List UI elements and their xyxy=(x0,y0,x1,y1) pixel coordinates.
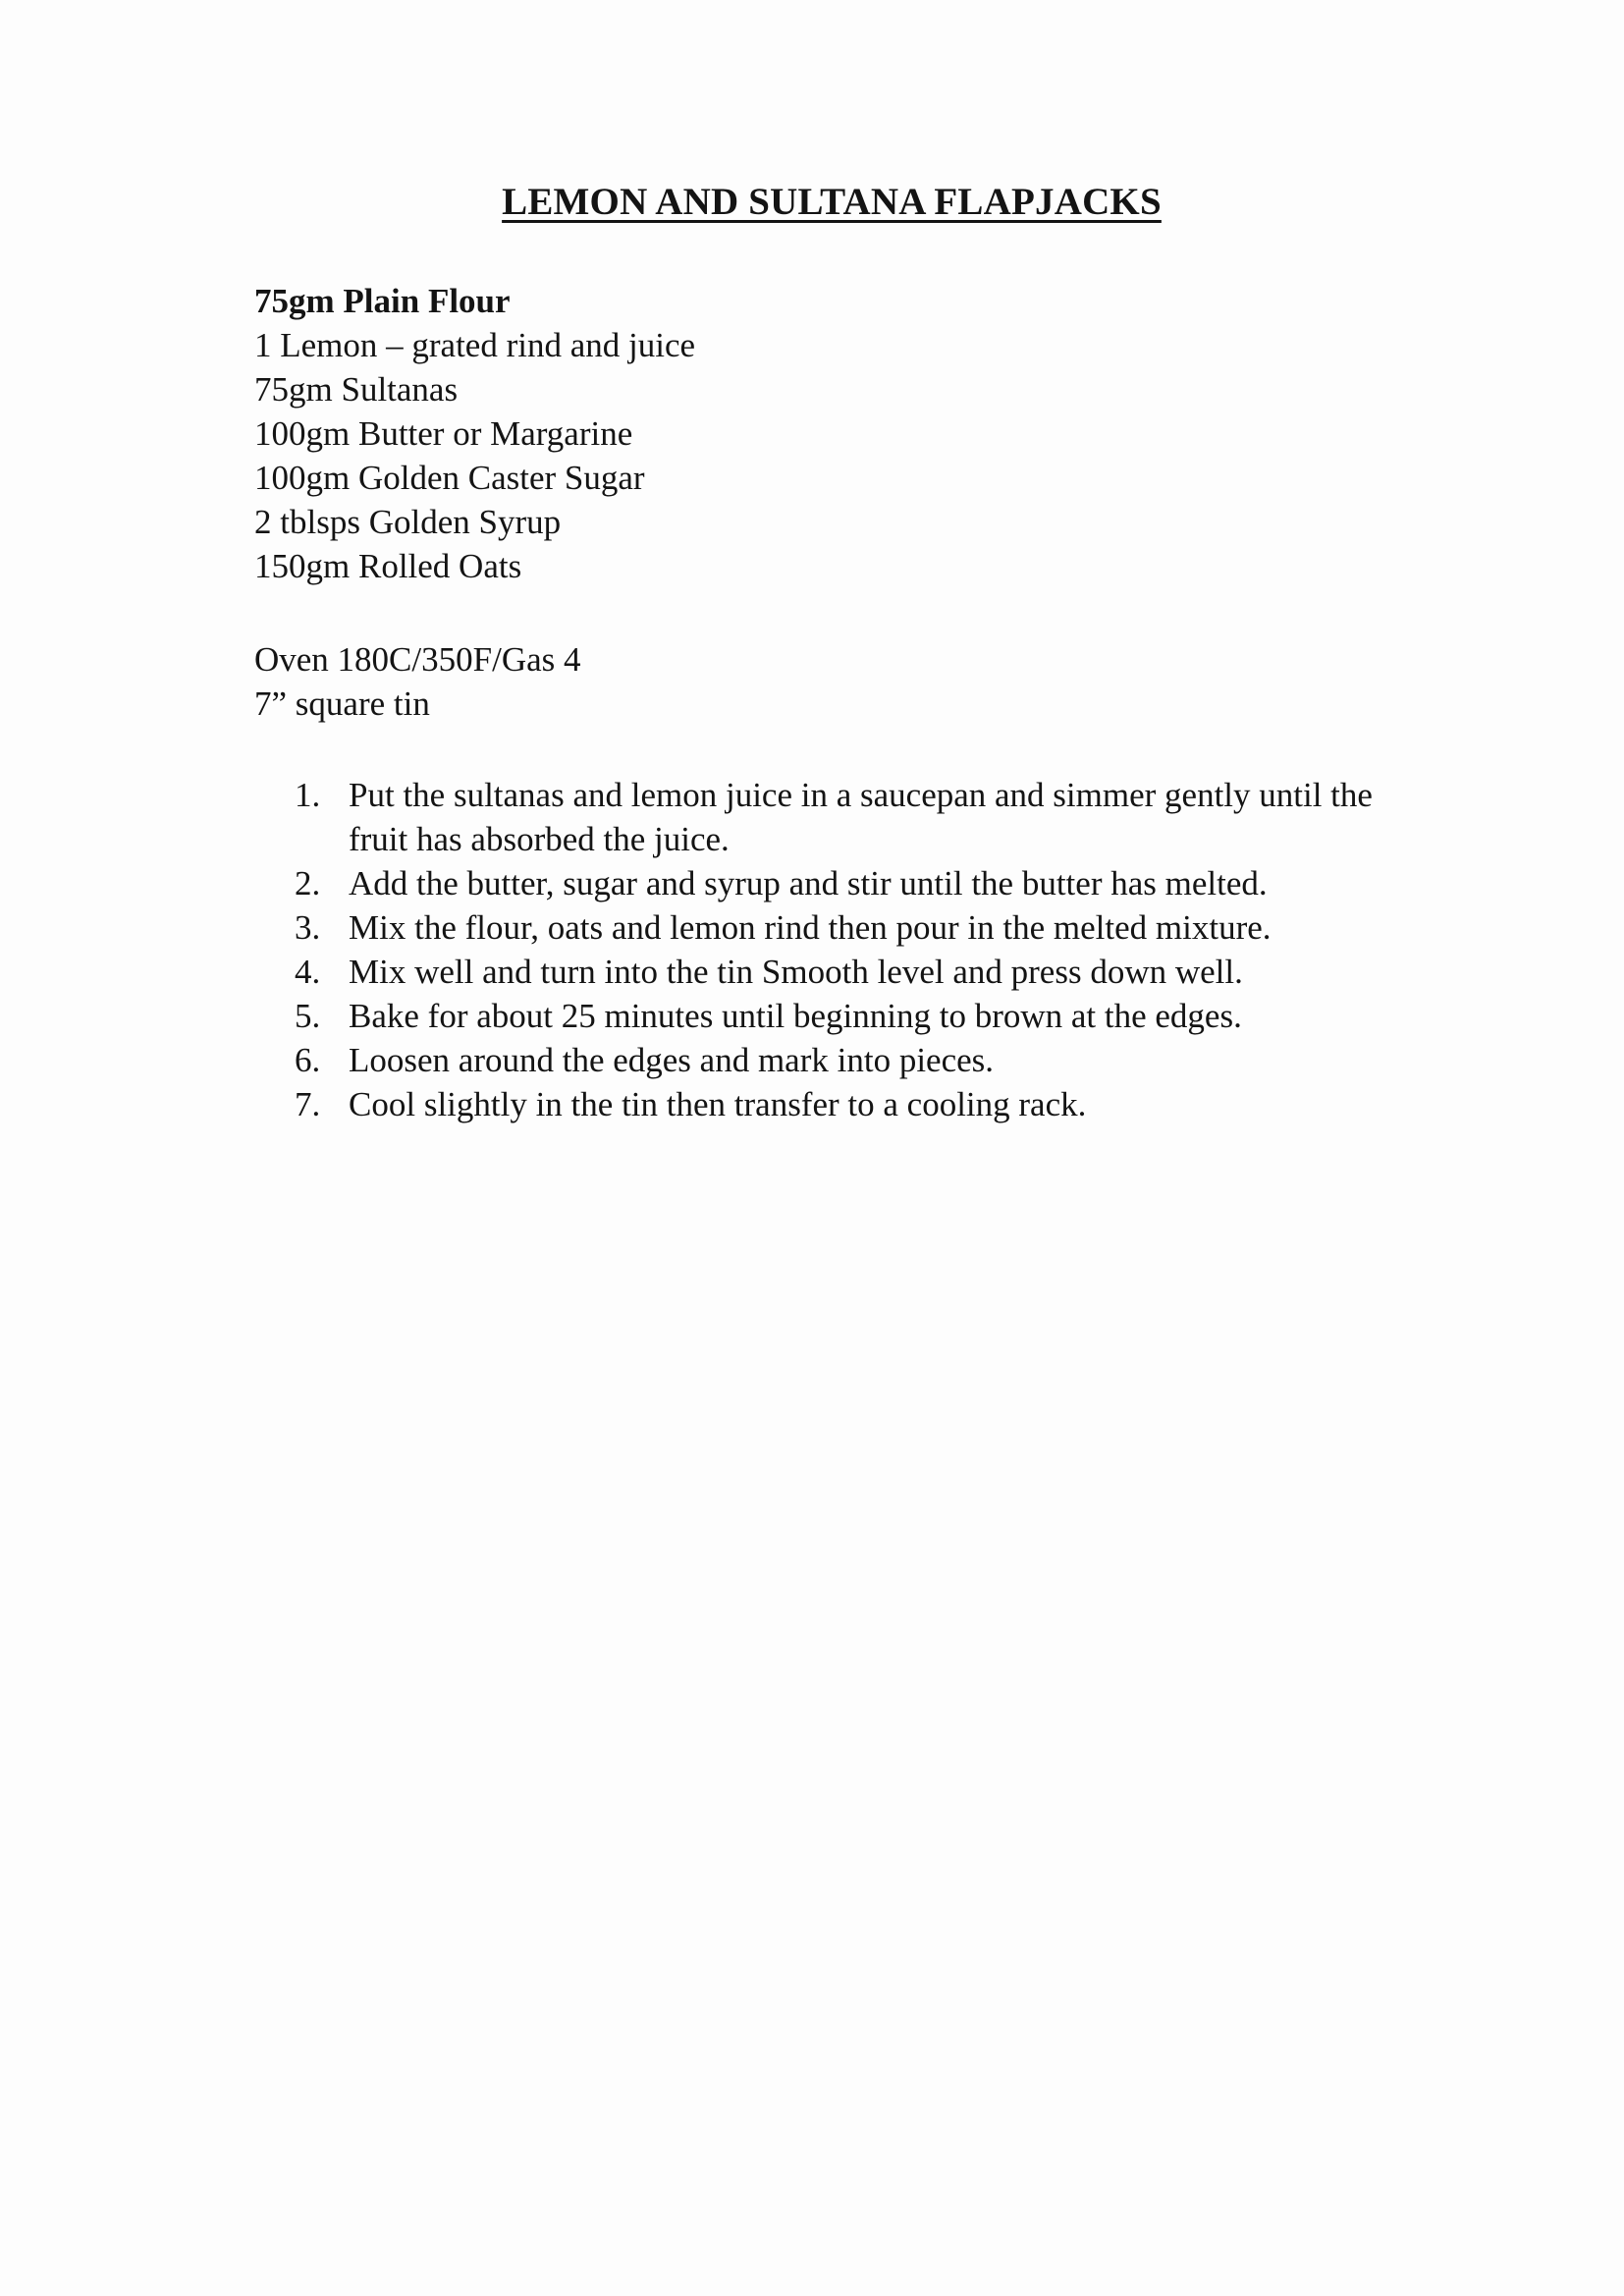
ingredient-item: 75gm Plain Flour xyxy=(254,282,511,320)
ingredient-item: 150gm Rolled Oats xyxy=(254,547,522,585)
step-number: 4. xyxy=(295,953,321,991)
ingredient-item: 1 Lemon – grated rind and juice xyxy=(254,326,696,364)
method-step xyxy=(295,1038,1424,1082)
step-number: 7. xyxy=(295,1085,321,1123)
oven-temperature: Oven 180C/350F/Gas 4 xyxy=(254,640,581,679)
ingredient-item: 75gm Sultanas xyxy=(254,370,459,409)
ingredient-item: 100gm Golden Caster Sugar xyxy=(254,459,645,497)
step-number: 3. xyxy=(295,908,321,947)
method-list xyxy=(295,773,1424,1126)
step-text: Bake for about 25 minutes until beginning to brown at the edges. xyxy=(349,997,1242,1035)
step-number: 2. xyxy=(295,864,321,902)
recipe-title: LEMON AND SULTANA FLAPJACKS xyxy=(502,181,1162,223)
method-step xyxy=(295,905,1424,950)
method-step xyxy=(295,1082,1424,1126)
step-text: Put the sultanas and lemon juice in a saucepan and simmer gently until the fruit has absorbed the juice. xyxy=(349,776,1373,858)
method-step xyxy=(295,994,1424,1038)
step-text: Mix well and turn into the tin Smooth level and press down well. xyxy=(349,953,1243,991)
method-step xyxy=(295,861,1424,905)
step-number: 1. xyxy=(295,776,321,814)
tin-size: 7” square tin xyxy=(254,684,430,723)
method-step xyxy=(295,773,1424,861)
step-number: 6. xyxy=(295,1041,321,1079)
step-text: Mix the flour, oats and lemon rind then pour in the melted mixture. xyxy=(349,908,1272,947)
ingredients-list xyxy=(254,279,695,588)
step-text: Add the butter, sugar and syrup and stir until the butter has melted. xyxy=(349,864,1268,902)
oven-info xyxy=(254,637,581,726)
ingredient-item: 100gm Butter or Margarine xyxy=(254,414,633,453)
step-number: 5. xyxy=(295,997,321,1035)
method-step xyxy=(295,950,1424,994)
step-text: Cool slightly in the tin then transfer to a cooling rack. xyxy=(349,1085,1087,1123)
ingredient-item: 2 tblsps Golden Syrup xyxy=(254,503,562,541)
step-text: Loosen around the edges and mark into pieces. xyxy=(349,1041,995,1079)
